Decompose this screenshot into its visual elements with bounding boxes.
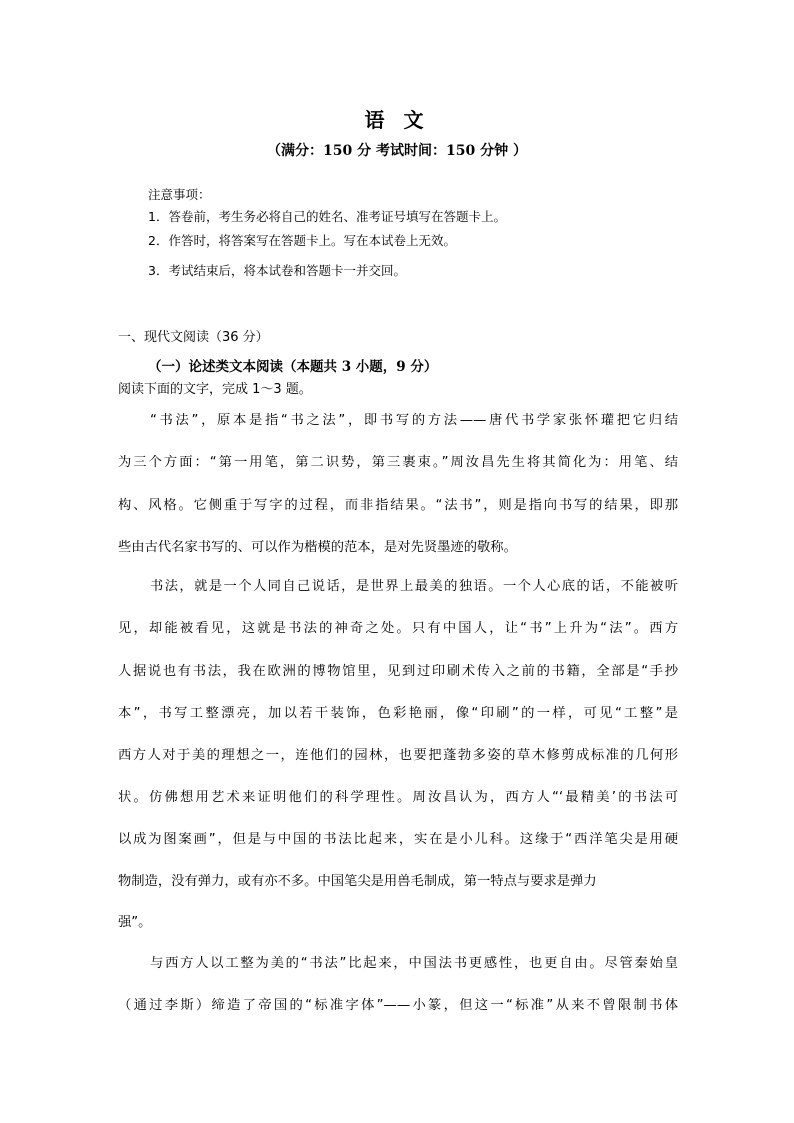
notice-item-1: 1．答卷前，考生务必将自己的姓名、准考证号填写在答题卡上。 (148, 209, 506, 224)
page-title: 语 文 (364, 108, 430, 132)
passage-line: 些由古代名家书写的、可以作为楷模的范本，是对先贤墨迹的敬称。 (118, 540, 517, 555)
passage-line: 状。仿佛想用艺术来证明他们的科学理性。周汝昌认为，西方人“‘最精美’的书法可 (118, 790, 678, 805)
passage-line: 本”，书写工整漂亮，加以若干装饰，色彩艳丽，像“印刷”的一样，可见“工整”是 (118, 706, 678, 721)
passage-line: 见，却能被看见，这就是书法的神奇之处。只有中国人，让“书”上升为“法”。西方 (118, 621, 678, 636)
passage-line: 书法，就是一个人同自己说话，是世界上最美的独语。一个人心底的话，不能被听 (150, 579, 678, 594)
notice-item-2: 2．作答时，将答案写在答题卡上。写在本试卷上无效。 (148, 233, 456, 248)
passage-line: 强”。 (118, 915, 152, 930)
passage-line: （通过李斯）缔造了帝国的“标准字体”——小篆，但这一“标准”从来不曾限制书体 (118, 998, 678, 1013)
passage-line: 构、风格。它侧重于写字的过程，而非指结果。“法书”，则是指向书写的结果，即那 (118, 498, 678, 513)
exam-info-subtitle: （满分：150 分 考试时间：150 分钟 ） (267, 143, 527, 159)
passage-line: “书法”，原本是指“书之法”，即书写的方法——唐代书学家张怀瓘把它归结 (150, 413, 678, 428)
passage-line: 西方人对于美的理想之一，连他们的园林，也要把蓬勃多姿的草木修剪成标准的几何形 (118, 748, 678, 763)
notice-item-3: 3．考试结束后，将本试卷和答题卡一并交回。 (148, 263, 406, 278)
passage-line: 以成为图案画”，但是与中国的书法比起来，实在是小儿科。这缘于“西洋笔尖是用硬 (118, 832, 678, 847)
notice-heading: 注意事项： (148, 187, 211, 202)
subsection-heading: （一）论述类文本阅读（本题共 3 小题，9 分） (148, 359, 438, 375)
passage-line: 与西方人以工整为美的“书法”比起来，中国法书更感性，也更自由。尽管秦始皇 (150, 956, 678, 971)
passage-line: 为三个方面：“第一用笔，第二识势，第三裹束。”周汝昌先生将其简化为：用笔、结 (118, 455, 678, 470)
passage-line: 物制造，没有弹力，或有亦不多。中国笔尖是用兽毛制成，第一特点与要求是弹力 (118, 874, 597, 889)
passage-line: 人据说也有书法，我在欧洲的博物馆里，见到过印刷术传入之前的书籍，全部是“手抄 (118, 664, 678, 679)
reading-instruction: 阅读下面的文字，完成 1～3 题。 (118, 382, 312, 397)
section-heading: 一、现代文阅读（36 分） (118, 330, 269, 345)
